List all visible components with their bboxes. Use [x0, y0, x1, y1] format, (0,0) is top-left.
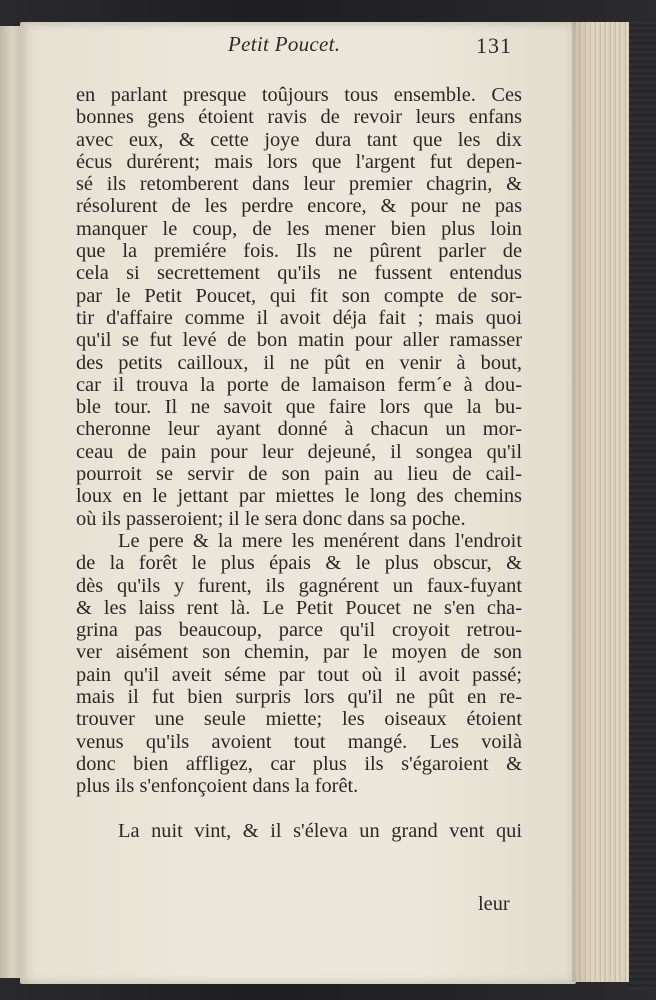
text-line: loux en le jettant par miettes le long des chemins: [76, 485, 522, 508]
text-line: pain qu'il aveit séme par tout où il avoit passé;: [76, 663, 522, 686]
text-line: donc bien affligez, car plus ils s'égaroient &: [76, 752, 522, 775]
text-line: de la forêt le plus épais & le plus obscur, &: [76, 552, 522, 575]
text-line: ver aisément son chemin, par le moyen de son: [76, 641, 522, 664]
text-line: tir d'affaire comme il avoit déja fait ; mais quoi: [76, 306, 522, 329]
text-line: en parlant presque toûjours tous ensemble. Ces: [76, 84, 522, 106]
book-cover-edge: [628, 20, 656, 990]
text-line: par le Petit Poucet, qui fit son compte de sor-: [76, 284, 522, 307]
body-text: [76, 84, 522, 842]
catchword: leur: [478, 893, 510, 915]
text-line: bonnes gens étoient ravis de revoir leurs enfans: [76, 106, 522, 129]
text-line: dès qu'ils y furent, ils gagnérent un faux-fuyant: [76, 574, 522, 597]
paragraph-gap: [76, 798, 522, 820]
gutter-shadow: [572, 22, 590, 982]
text-line: mais il fut bien surpris lors qu'il ne pût en re-: [76, 686, 522, 709]
text-line: plus ils s'enfonçoient dans la forêt.: [76, 775, 359, 798]
text-line: venus qu'ils avoient tout mangé. Les voilà: [76, 730, 522, 753]
running-title: Petit Poucet.: [228, 32, 341, 56]
text-line: ceau de pain pour leur dejeuné, il songea qu'il: [76, 440, 522, 463]
page-number: 131: [476, 33, 512, 58]
text-line: pourroit se servir de son pain au lieu de cail-: [76, 463, 522, 486]
text-line: car il trouva la porte de lamaison ferm´e à dou-: [76, 373, 522, 396]
text-line: sé ils retomberent dans leur premier chagrin, &: [76, 173, 522, 196]
left-page-edge: [0, 26, 21, 978]
text-line: que la premiére fois. Ils ne pûrent parler de: [76, 240, 522, 263]
paragraph-start-line: La nuit vint, & il s'éleva un grand vent qui: [118, 819, 522, 842]
text-line: & les laiss rent là. Le Petit Poucet ne s'en cha-: [76, 596, 522, 619]
text-line: ble tour. Il ne savoit que faire lors que la bu-: [76, 396, 522, 419]
text-line: manquer le coup, de les mener bien plus loin: [76, 217, 522, 240]
text-line: où ils passeroient; il le sera donc dans sa poche.: [76, 507, 466, 530]
text-line: cheronne leur ayant donné à chacun un mor-: [76, 418, 522, 441]
text-line: cela si secrettement qu'ils ne fussent entendus: [76, 262, 522, 285]
text-line: des petits cailloux, il ne pût en venir à bout,: [76, 351, 522, 374]
text-line: écus durérent; mais lors que l'argent fut depen-: [76, 150, 522, 173]
text-line: avec eux, & cette joye dura tant que les dix: [76, 128, 522, 151]
paragraph-start-line: Le pere & la mere les menérent dans l'endroit: [118, 529, 522, 552]
text-line: qu'il se fut levé de bon matin pour aller ramasser: [76, 329, 522, 352]
text-line: trouver une seule miette; les oiseaux étoient: [76, 708, 522, 731]
text-line: grina pas beaucoup, parce qu'il croyoit retrou-: [76, 619, 522, 642]
text-line: résolurent de les perdre encore, & pour ne pas: [76, 195, 522, 218]
